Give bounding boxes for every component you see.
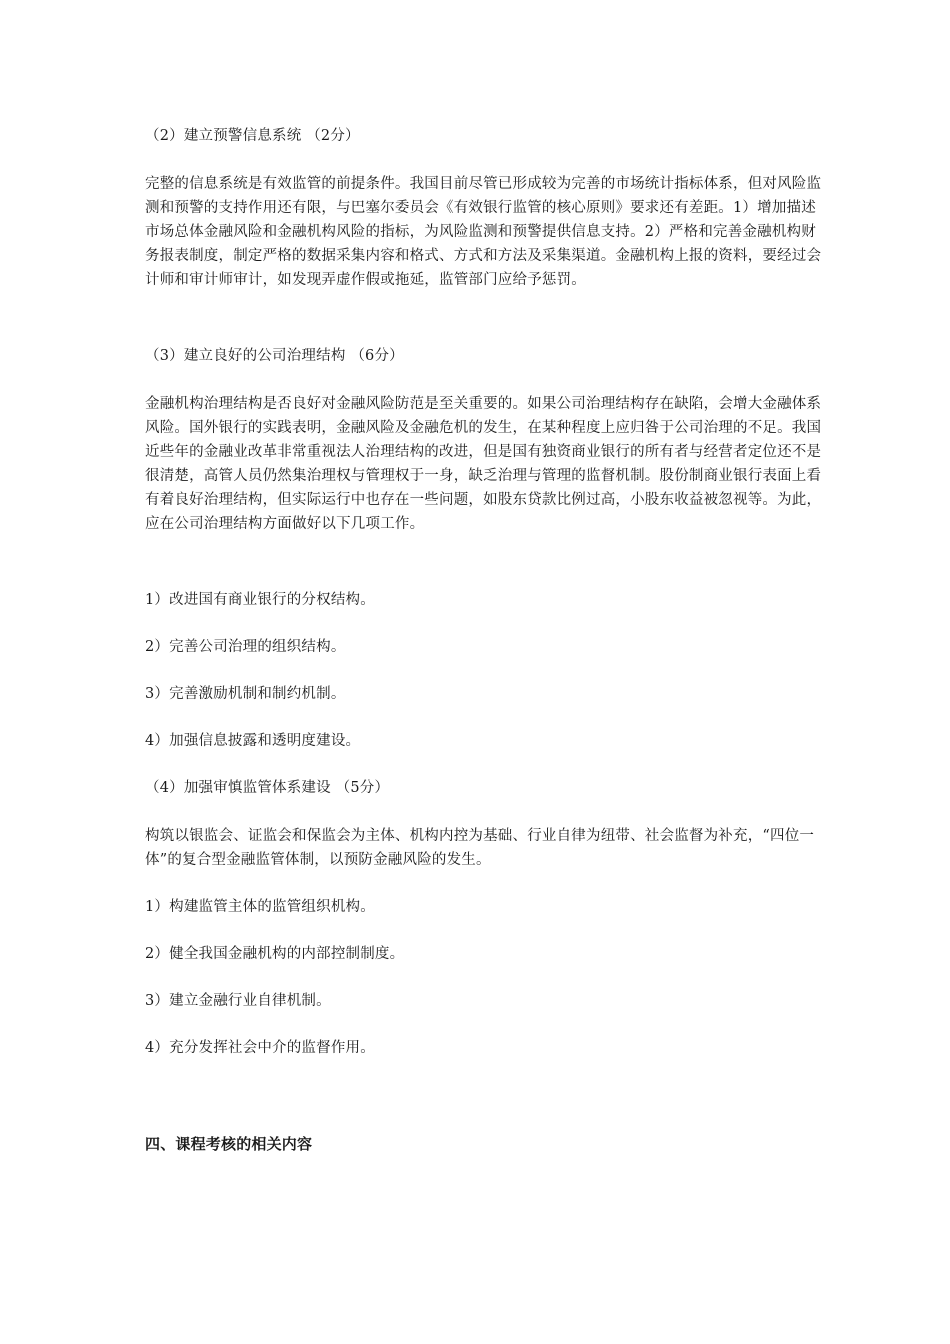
section-4-body: 构筑以银监会、证监会和保监会为主体、机构内控为基础、行业自律为纽带、社会监督为补充，“四位一体”的复合型金融监管体制，以预防金融风险的发生。 bbox=[145, 828, 815, 868]
section-3-item-3: 3）完善激励机制和制约机制。 bbox=[145, 686, 346, 702]
section-4-item-4: 4）充分发挥社会中介的监督作用。 bbox=[145, 1040, 375, 1056]
section-3-item-4: 4）加强信息披露和透明度建设。 bbox=[145, 733, 361, 749]
section-3-body: 金融机构治理结构是否良好对金融风险防范是至关重要的。如果公司治理结构存在缺陷，会增大金融体系风险。国外银行的实践表明，金融风险及金融危机的发生，在某种程度上应归咎于公司治理的不足。我国近些年的金融业改革非常重视法人治理结构的改进，但是国有独资商业银行的所有者与经营者定位还不是很清楚，高管人员仍然集治理权与管理权于一身，缺乏治理与管理的监督机制。股份制商业银行表面上看有着良好治理结构，但实际运行中也存在一些问题，如股东贷款比例过高，小股东收益被忽视等。为此，应在公司治理结构方面做好以下几项工作。 bbox=[145, 396, 822, 532]
section-3-item-2: 2）完善公司治理的组织结构。 bbox=[145, 639, 346, 655]
section-4-item-3: 3）建立金融行业自律机制。 bbox=[145, 993, 331, 1009]
chapter-heading: 四、课程考核的相关内容 bbox=[145, 1135, 313, 1153]
section-2-title: （2）建立预警信息系统 （2分） bbox=[145, 128, 360, 144]
section-4-title: （4）加强审慎监管体系建设 （5分） bbox=[145, 780, 390, 796]
section-3-item-1: 1）改进国有商业银行的分权结构。 bbox=[145, 592, 375, 608]
section-3-title: （3）建立良好的公司治理结构 （6分） bbox=[145, 348, 404, 364]
section-4-item-2: 2）健全我国金融机构的内部控制制度。 bbox=[145, 946, 405, 962]
section-4-item-1: 1）构建监管主体的监管组织机构。 bbox=[145, 899, 375, 915]
section-2-body: 完整的信息系统是有效监管的前提条件。我国目前尽管已形成较为完善的市场统计指标体系，但对风险监测和预警的支持作用还有限，与巴塞尔委员会《有效银行监管的核心原则》要求还有差距。1）增加描述市场总体金融风险和金融机构风险的指标，为风险监测和预警提供信息支持。2）严格和完善金融机构财务报表制度，制定严格的数据采集内容和格式、方式和方法及采集渠道。金融机构上报的资料，要经过会计师和审计师审计，如发现弄虚作假或拖延，监管部门应给予惩罚。 bbox=[145, 176, 822, 288]
